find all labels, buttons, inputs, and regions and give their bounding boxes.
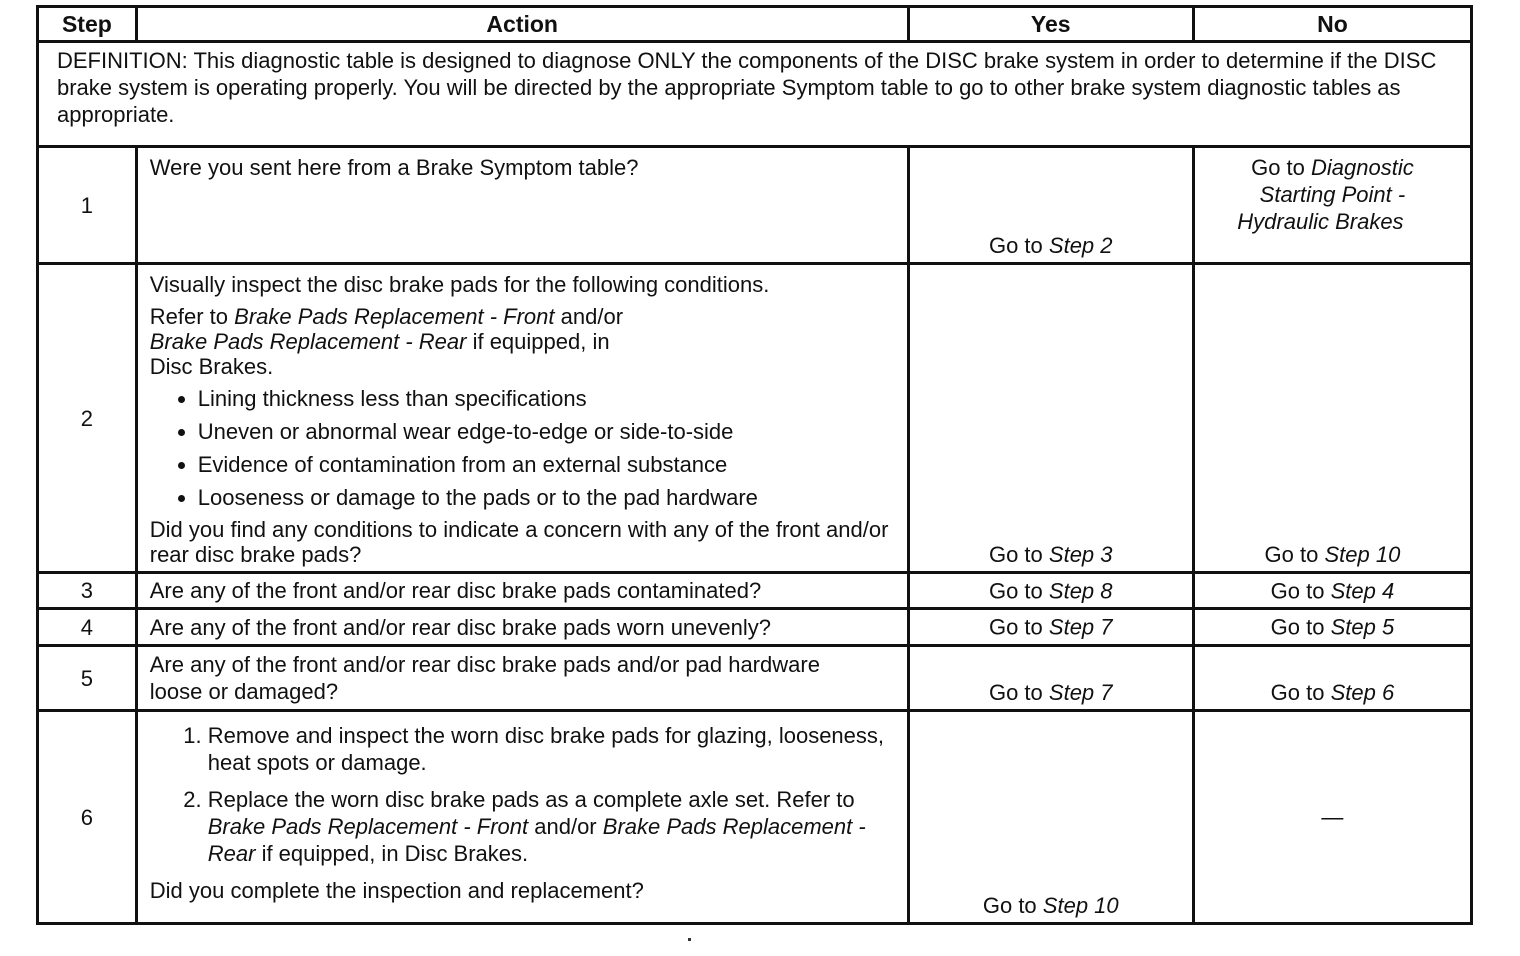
replace-text: Replace the worn disc brake pads as a complete axle set. Refer to: [207, 787, 855, 812]
go-to-text: Go to: [988, 542, 1043, 567]
question-text: Are any of the front and/or rear disc brake pads worn unevenly?: [149, 615, 771, 640]
definition-text: DEFINITION: This diagnostic table is designed to diagnose ONLY the components of the DISC brake system in order to determine if the DISC brake system is operating properly. You will be directed by the appropriate Symptom table to go to other brake system diagnostic tables as appropriate.: [38, 42, 1472, 147]
step-number: 5: [38, 646, 137, 711]
yes-step-link: Step 2: [1048, 233, 1113, 258]
go-to-text: Go to: [1270, 680, 1325, 705]
yes-step-link: Step 7: [1048, 614, 1113, 640]
table-row: [38, 573, 1472, 609]
if-equipped-text: if equipped, in Disc Brakes.: [261, 841, 529, 866]
no-value: —: [1321, 804, 1344, 830]
ref-link-front: Brake Pads Replacement - Front: [207, 814, 529, 839]
go-to-text: Go to: [1270, 578, 1325, 603]
list-item: • Evidence of contamination from an external substance: [198, 451, 897, 478]
table-row: [38, 711, 1472, 924]
go-to-text: Go to: [1251, 155, 1305, 180]
go-to-text: Go to: [988, 680, 1043, 705]
no-step-link-line2: Starting Point -: [1259, 182, 1406, 207]
no-step-link: Step 4: [1330, 578, 1395, 603]
no-step-link: Step 5: [1330, 614, 1395, 640]
no-step-link: Step 10: [1324, 542, 1401, 567]
no-cell: [1193, 264, 1471, 573]
yes-step-link: Step 3: [1048, 542, 1113, 567]
yes-step-link: Step 10: [1042, 893, 1119, 918]
step-number: 1: [38, 147, 137, 264]
disc-brakes-text: Disc Brakes.: [149, 354, 274, 379]
go-to-text: Go to: [988, 233, 1043, 258]
question-text: Were you sent here from a Brake Symptom table?: [149, 155, 639, 180]
yes-cell: [908, 646, 1193, 711]
yes-cell: [908, 711, 1193, 924]
no-cell: [1193, 646, 1471, 711]
yes-cell: [908, 147, 1193, 264]
table-row: [38, 646, 1472, 711]
action-cell: [136, 147, 908, 264]
list-item: • Lining thickness less than specifications: [198, 385, 897, 412]
if-equipped-text: if equipped, in: [472, 329, 610, 354]
question-text: Did you complete the inspection and replacement?: [149, 878, 644, 903]
no-cell: [1193, 711, 1471, 924]
step-number: 3: [38, 573, 137, 609]
action-cell: [136, 264, 908, 573]
andor-text: and/or: [560, 304, 624, 329]
step-number: 2: [38, 264, 137, 573]
no-step-link-line3: Hydraulic Brakes: [1237, 209, 1404, 234]
condition-list: [150, 385, 897, 511]
ref-link-rear: Brake Pads Replacement - Rear: [207, 814, 866, 866]
ref-link-front: Brake Pads Replacement - Front: [234, 304, 555, 329]
action-cell: [136, 573, 908, 609]
go-to-text: Go to: [1264, 542, 1319, 567]
procedure-list: [150, 722, 897, 867]
question-text: Did you find any conditions to indicate a concern with any of the front and/or rear disc brake pads?: [149, 517, 889, 567]
action-cell: [136, 646, 908, 711]
go-to-text: Go to: [1270, 614, 1325, 640]
go-to-text: Go to: [982, 893, 1037, 918]
no-cell: [1193, 147, 1471, 264]
scan-speck: [688, 938, 691, 941]
action-cell: [136, 609, 908, 646]
go-to-text: Go to: [988, 614, 1043, 640]
yes-step-link: Step 7: [1048, 680, 1113, 705]
refer-text: Refer to: [149, 304, 229, 329]
header-step: Step: [38, 7, 137, 42]
no-step-link: Step 6: [1330, 680, 1395, 705]
question-text: Are any of the front and/or rear disc brake pads and/or pad hardware loose or damaged?: [149, 652, 820, 704]
no-step-link: Diagnostic: [1311, 155, 1414, 180]
no-cell: [1193, 573, 1471, 609]
step-number: 4: [38, 609, 137, 646]
no-cell: [1193, 609, 1471, 646]
diagnostic-table: [36, 5, 1473, 925]
list-item: [208, 786, 897, 867]
yes-step-link: Step 8: [1048, 578, 1113, 603]
header-action: Action: [136, 7, 908, 42]
table-row: [38, 147, 1472, 264]
header-no: No: [1193, 7, 1471, 42]
action-cell: [136, 711, 908, 924]
list-item: • Looseness or damage to the pads or to the pad hardware: [198, 484, 897, 511]
yes-cell: [908, 264, 1193, 573]
step-number: 6: [38, 711, 137, 924]
intro-text: Visually inspect the disc brake pads for the following conditions.: [149, 272, 770, 297]
yes-cell: [908, 573, 1193, 609]
ref-link-rear: Brake Pads Replacement - Rear: [149, 329, 467, 354]
header-yes: Yes: [908, 7, 1193, 42]
go-to-text: Go to: [988, 578, 1043, 603]
question-text: Are any of the front and/or rear disc brake pads contaminated?: [149, 578, 762, 603]
list-item: 1. Remove and inspect the worn disc brake pads for glazing, looseness, heat spots or damage.: [208, 722, 897, 776]
reference-text: [150, 304, 897, 379]
definition-row: [38, 42, 1472, 147]
list-item: • Uneven or abnormal wear edge-to-edge or side-to-side: [198, 418, 897, 445]
header-row: [38, 7, 1472, 42]
yes-cell: [908, 609, 1193, 646]
andor-text: and/or: [534, 814, 597, 839]
table-row: [38, 264, 1472, 573]
table-row: [38, 609, 1472, 646]
